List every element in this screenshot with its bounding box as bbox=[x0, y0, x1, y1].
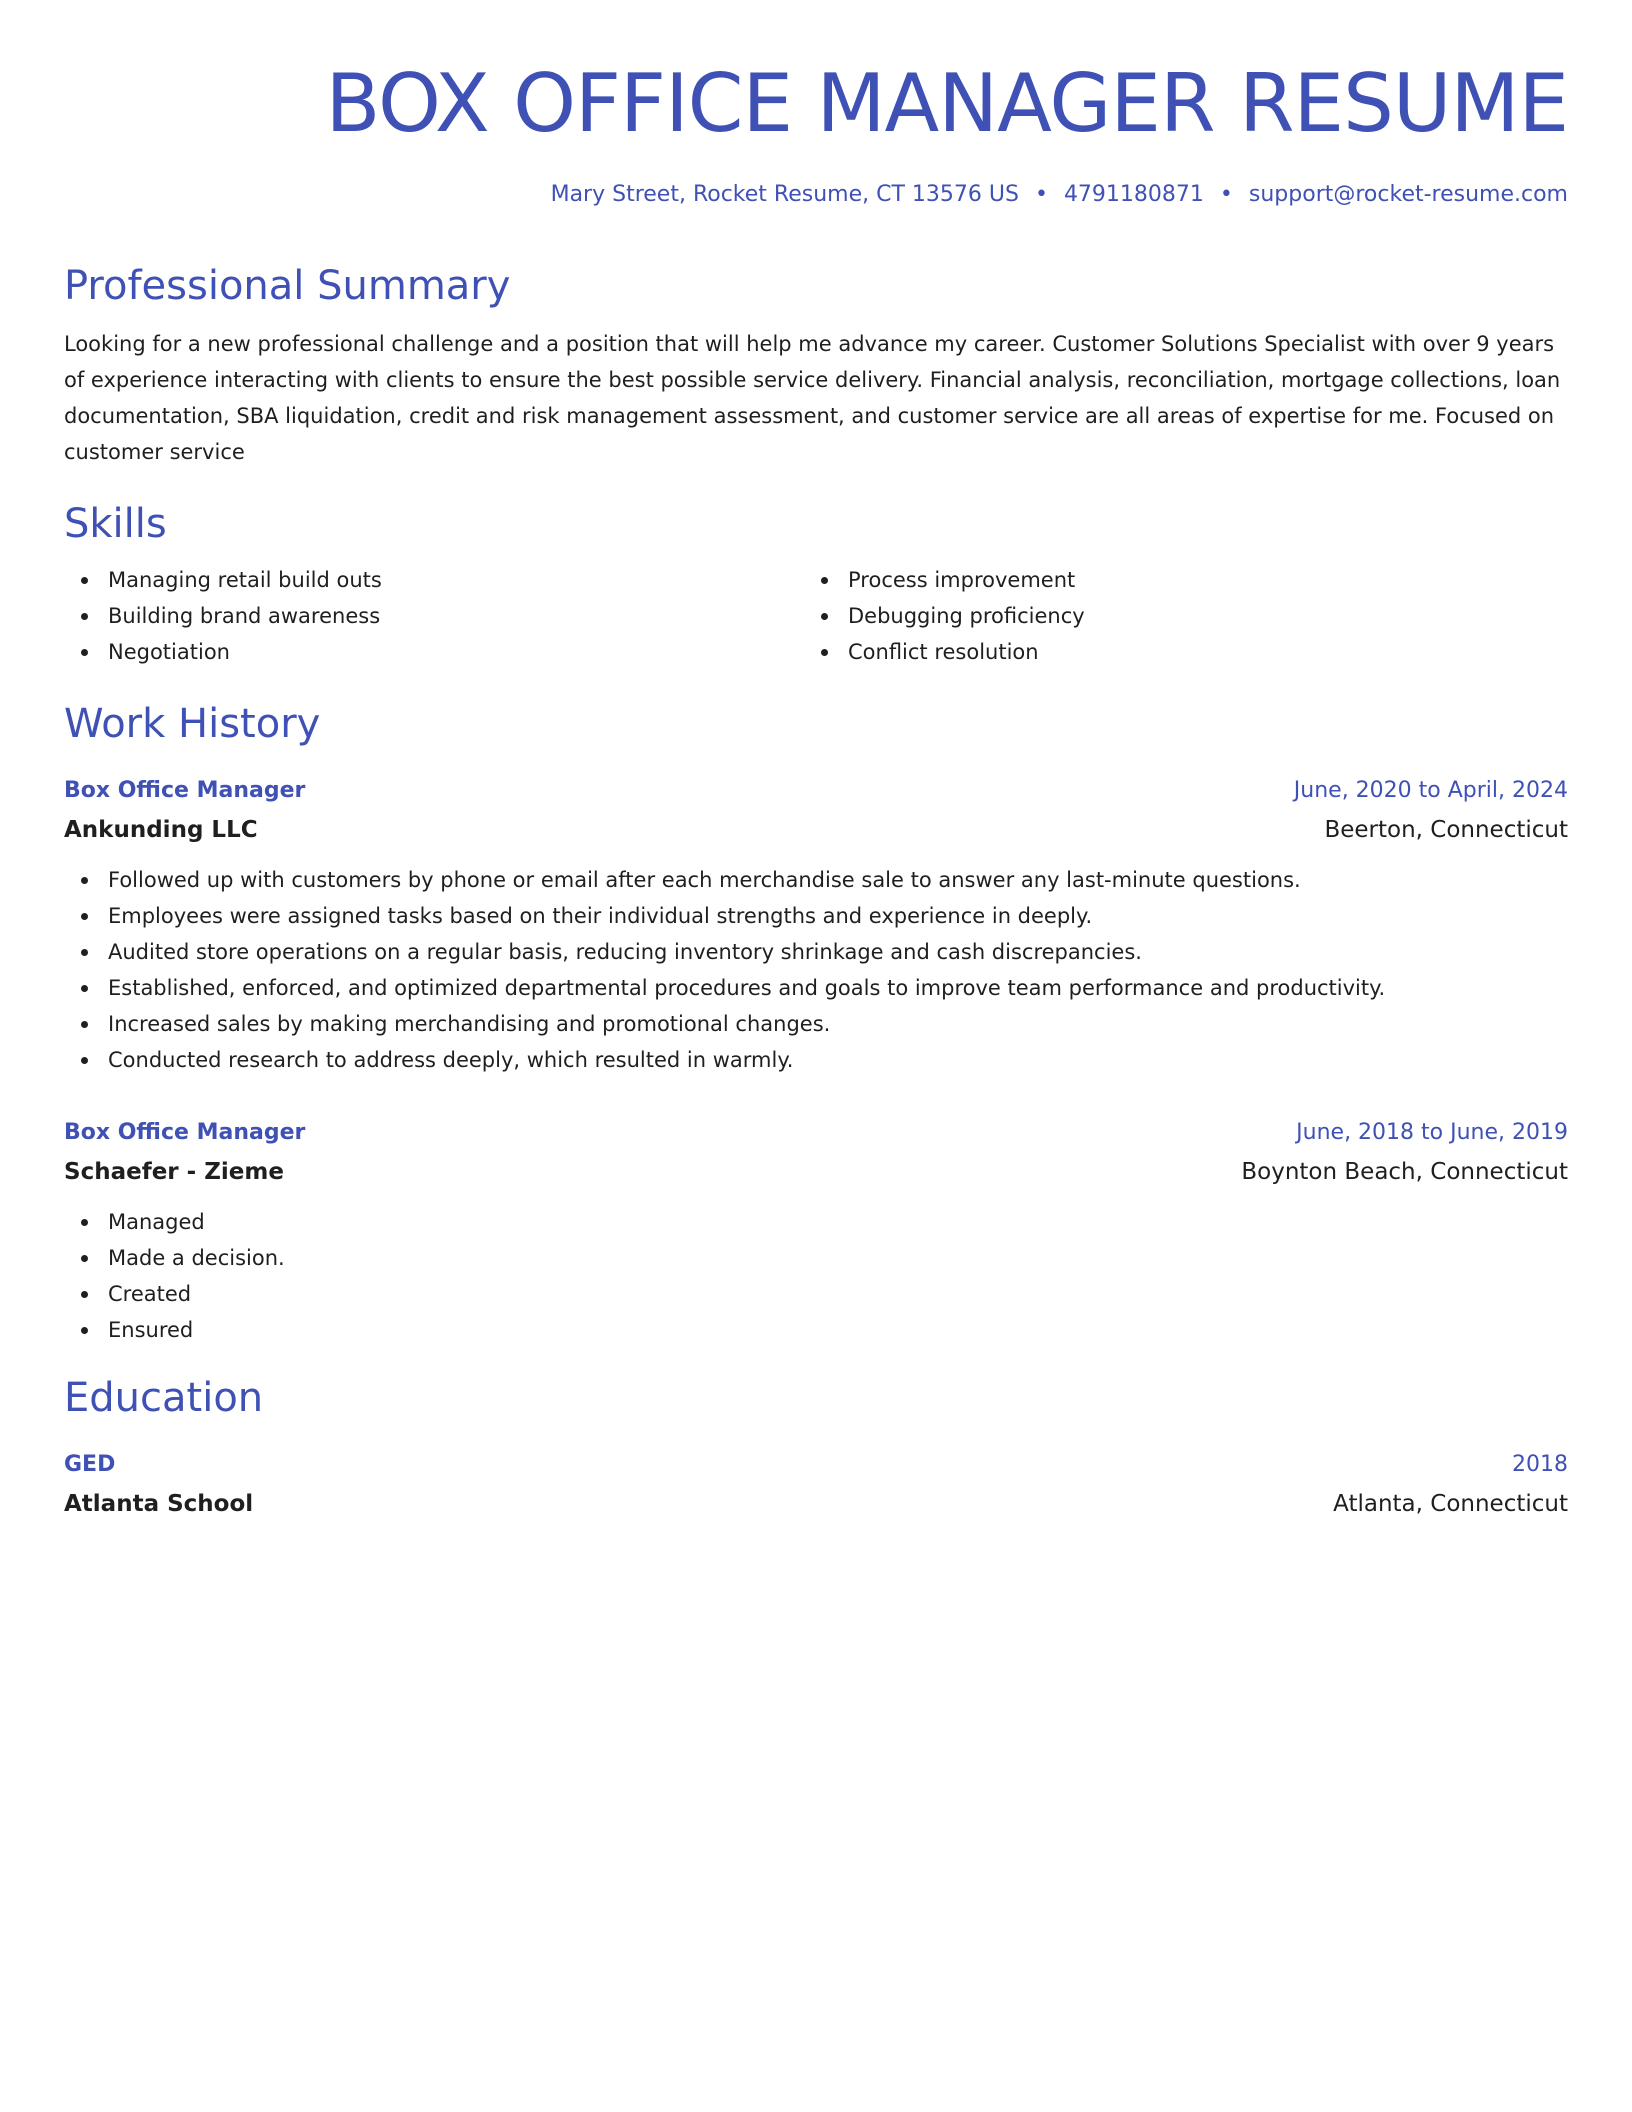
skills-section bbox=[64, 500, 1568, 670]
job-bullets bbox=[64, 1204, 1568, 1348]
section-title: Professional Summary bbox=[64, 263, 511, 309]
bullet-icon bbox=[81, 949, 88, 956]
contact-line bbox=[64, 180, 1568, 210]
skill-text: Debugging proficiency bbox=[848, 604, 1085, 628]
section-title: Education bbox=[64, 1375, 264, 1421]
skills-grid bbox=[64, 562, 1568, 670]
bullet-icon bbox=[821, 649, 828, 656]
skill-item bbox=[64, 598, 804, 634]
list-item bbox=[64, 898, 1568, 934]
list-item bbox=[64, 970, 1568, 1006]
bullet-text: Conducted research to address deeply, which resulted in warmly. bbox=[108, 1048, 794, 1072]
contact-separator: • bbox=[1219, 182, 1233, 207]
bullet-icon bbox=[81, 877, 88, 884]
job-dates: June, 2020 to April, 2024 bbox=[1293, 778, 1568, 803]
bullet-icon bbox=[81, 649, 88, 656]
bullet-text: Managed bbox=[108, 1210, 205, 1234]
skill-text: Negotiation bbox=[108, 640, 230, 664]
bullet-icon bbox=[81, 1255, 88, 1262]
job-company: Ankunding LLC bbox=[64, 817, 258, 843]
bullet-text: Followed up with customers by phone or email after each merchandise sale to answer any last-minute questions. bbox=[108, 868, 1301, 892]
education-school: Atlanta School bbox=[64, 1491, 254, 1517]
list-item bbox=[64, 1006, 1568, 1042]
job-entry bbox=[64, 1114, 1568, 1348]
bullet-icon bbox=[81, 985, 88, 992]
job-company-row bbox=[64, 1152, 1568, 1192]
job-company-row bbox=[64, 810, 1568, 850]
job-bullets bbox=[64, 862, 1568, 1078]
skill-text: Managing retail build outs bbox=[108, 568, 382, 592]
skill-text: Conflict resolution bbox=[848, 640, 1039, 664]
bullet-text: Made a decision. bbox=[108, 1246, 285, 1270]
contact-separator: • bbox=[1034, 182, 1048, 207]
bullet-text: Increased sales by making merchandising and promotional changes. bbox=[108, 1012, 831, 1036]
bullet-icon bbox=[81, 1219, 88, 1226]
bullet-icon bbox=[821, 577, 828, 584]
job-header-row bbox=[64, 772, 1568, 810]
list-item bbox=[64, 862, 1568, 898]
education-section bbox=[64, 1374, 1568, 1524]
education-location: Atlanta, Connecticut bbox=[1333, 1491, 1568, 1517]
section-title: Work History bbox=[64, 701, 321, 747]
job-header-row bbox=[64, 1114, 1568, 1152]
contact-email[interactable]: support@rocket-resume.com bbox=[1248, 182, 1568, 207]
education-school-row bbox=[64, 1484, 1568, 1524]
job-location: Boynton Beach, Connecticut bbox=[1241, 1159, 1568, 1185]
list-item bbox=[64, 1204, 1568, 1240]
job-title: Box Office Manager bbox=[64, 1120, 306, 1145]
bullet-text: Created bbox=[108, 1282, 192, 1306]
education-year: 2018 bbox=[1512, 1452, 1568, 1477]
job-title: Box Office Manager bbox=[64, 778, 306, 803]
skill-item bbox=[64, 562, 804, 598]
bullet-icon bbox=[81, 913, 88, 920]
list-item bbox=[64, 934, 1568, 970]
bullet-text: Ensured bbox=[108, 1318, 194, 1342]
summary-text: Looking for a new professional challenge and a position that will help me advance my career. Customer Solutions Specialist with over 9 years of experience interacting with clients to ensure the best possible service delivery. Financial analysis, reconciliation, mortgage collections, loan documentation, SBA liquidation, credit and risk management assessment, and customer service are all areas of expertise for me. Focused on customer service bbox=[64, 332, 1561, 464]
bullet-icon bbox=[81, 1057, 88, 1064]
skill-item bbox=[804, 562, 1544, 598]
bullet-text: Established, enforced, and optimized departmental procedures and goals to improve team performance and productivity. bbox=[108, 976, 1386, 1000]
job-entry bbox=[64, 772, 1568, 1078]
bullet-icon bbox=[81, 613, 88, 620]
skills-list-left bbox=[64, 562, 804, 670]
skill-item bbox=[804, 598, 1544, 634]
work-history-section bbox=[64, 700, 1568, 1348]
resume-header bbox=[64, 56, 1568, 210]
skill-text: Process improvement bbox=[848, 568, 1076, 592]
job-location: Beerton, Connecticut bbox=[1324, 817, 1568, 843]
list-item bbox=[64, 1312, 1568, 1348]
job-company: Schaefer - Zieme bbox=[64, 1159, 284, 1185]
education-header-row bbox=[64, 1446, 1568, 1484]
skill-item bbox=[804, 634, 1544, 670]
skill-item bbox=[64, 634, 804, 670]
bullet-icon bbox=[81, 1291, 88, 1298]
professional-summary-section bbox=[64, 262, 1568, 470]
education-entry bbox=[64, 1446, 1568, 1524]
resume-title: BOX OFFICE MANAGER RESUME bbox=[325, 57, 1568, 150]
section-title: Skills bbox=[64, 501, 167, 547]
contact-address: Mary Street, Rocket Resume, CT 13576 US bbox=[550, 182, 1019, 207]
list-item bbox=[64, 1276, 1568, 1312]
bullet-icon bbox=[821, 613, 828, 620]
education-degree: GED bbox=[64, 1452, 116, 1477]
skill-text: Building brand awareness bbox=[108, 604, 381, 628]
bullet-icon bbox=[81, 577, 88, 584]
bullet-text: Employees were assigned tasks based on their individual strengths and experience in deeply. bbox=[108, 904, 1093, 928]
list-item bbox=[64, 1240, 1568, 1276]
contact-phone: 4791180871 bbox=[1063, 182, 1204, 207]
bullet-icon bbox=[81, 1021, 88, 1028]
skills-list-right bbox=[804, 562, 1544, 670]
bullet-icon bbox=[81, 1327, 88, 1334]
bullet-text: Audited store operations on a regular basis, reducing inventory shrinkage and cash discrepancies. bbox=[108, 940, 1142, 964]
list-item bbox=[64, 1042, 1568, 1078]
job-dates: June, 2018 to June, 2019 bbox=[1296, 1120, 1568, 1145]
